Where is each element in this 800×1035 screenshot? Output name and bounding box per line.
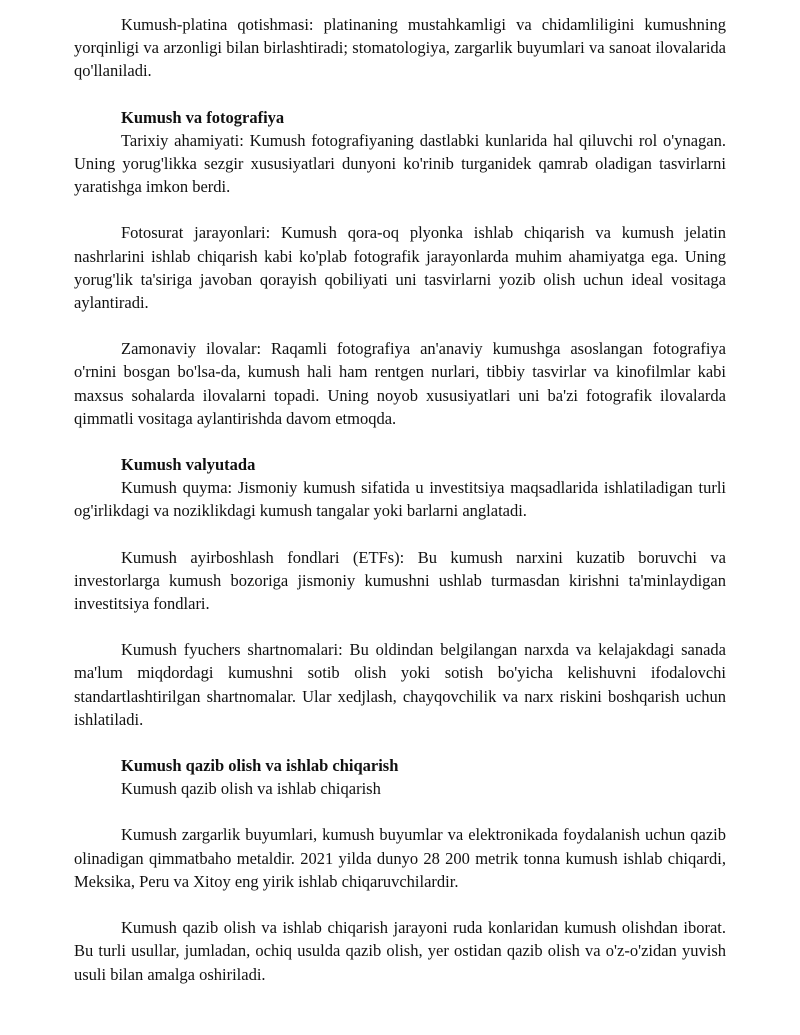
paragraph-silver-precious-metal: Kumush zargarlik buyumlari, kumush buyumlar va elektronikada foydalanish uchun qazib olinadigan qimmatbaho metaldir. 2021 yilda dunyo 28 200 metrik tonna kumush ishlab chiqardi, Meksika, Peru va Xitoy eng yirik ishlab chiqaruvchilardir. — [74, 825, 726, 891]
paragraph-photo-processes: Fotosurat jarayonlari: Kumush qora-oq plyonka ishlab chiqarish va kumush jelatin nashrlarini ishlab chiqarish kabi ko'plab fotografik jarayonlarda muhim ahamiyatga ega. Uning yorug'lik ta'siriga javoban qorayish qobiliyati uni tasvirlarni yozib olish uchun ideal vositaga aylantiradi. — [74, 223, 726, 313]
paragraph-silver-etfs: Kumush ayirboshlash fondlari (ETFs): Bu kumush narxini kuzatib boruvchi va investorlarga kumush bozoriga jismoniy kumushni ushlab turmasdan kirishni ta'minlaydigan investitsiya fondlari. — [74, 547, 726, 614]
paragraph-modern-applications: Zamonaviy ilovalar: Raqamli fotografiya an'anaviy kumushga asoslangan fotografiya o'rnini bosgan bo'lsa-da, kumush hali ham rentgen nurlari, tibbiy tasvirlar va kinofilmlar kabi maxsus sohalarda ilovalarni topadi. Uning noyob xususiyatlari uni ba'zi fotografik ilovalarda qimmatli vositaga aylantirishda davom etmoqda. — [74, 339, 726, 428]
paragraph-historical-significance: Tarixiy ahamiyati: Kumush fotografiyaning dastlabki kunlarida hal qiluvchi rol o'ynagan. Uning yorug'likka sezgir xususiyatlari dunyoni ko'rinib turganidek qamrab oladigan tasvirlarni yaratishga imkon berdi. — [74, 130, 726, 197]
heading-silver-in-currency: Kumush valyutada — [121, 455, 256, 475]
heading-silver-and-photography: Kumush va fotografiya — [121, 107, 285, 127]
paragraph-silver-bullion: Kumush quyma: Jismoniy kumush sifatida u investitsiya maqsadlarida ishlatiladigan turli og'irlikdagi va noziklikdagi kumush tangalar yoki barlarni anglatadi. — [74, 478, 726, 521]
paragraph-silver-platinum-alloy: Kumush-platina qotishmasi: platinaning mustahkamligi va chidamliligini kumushning yorqinligi va arzonligi bilan birlashtiradi; stomatologiya, zargarlik buyumlari va sanoat ilovalarida qo'llaniladi. — [74, 15, 726, 81]
heading-silver-mining-production: Kumush qazib olish va ishlab chiqarish — [121, 756, 399, 776]
paragraph-silver-futures: Kumush fyuchers shartnomalari: Bu oldindan belgilangan narxda va kelajakdagi sanada ma'lum miqdordagi kumushni sotib olish yoki sotish bo'yicha kelishuvni ifodalovchi standartlashtirilgan shartnomalar. Ular xedjlash, chayqovchilik va narx riskini boshqarish uchun ishlatiladi. — [74, 640, 726, 729]
paragraph-mining-process: Kumush qazib olish va ishlab chiqarish jarayoni ruda konlaridan kumush olishdan iborat. Bu turli usullar, jumladan, ochiq usulda qazib olish, yer ostidan qazib olish va o'z-o'zidan yuvish usuli bilan amalga oshiriladi. — [74, 918, 726, 984]
subheading-silver-mining-production: Kumush qazib olish va ishlab chiqarish — [121, 779, 381, 799]
